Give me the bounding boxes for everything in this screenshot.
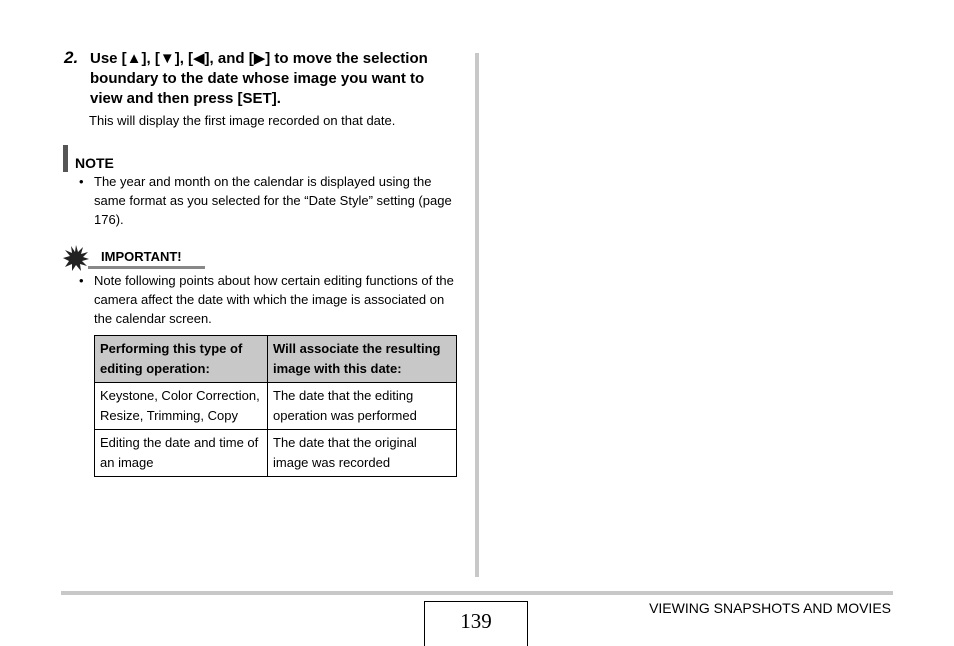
table-cell: Keystone, Color Correction, Resize, Trimming, Copy — [95, 383, 268, 430]
table-cell: The date that the original image was recorded — [268, 430, 457, 477]
step-instruction: Use [▲], [▼], [◀], and [▶] to move the selection boundary to the date whose image you want to view and then press [SET]. — [90, 50, 428, 107]
step-description: This will display the first image recorded on that date. — [89, 113, 396, 128]
note-title: NOTE — [75, 155, 114, 171]
step-number: 2. — [64, 48, 79, 67]
footer-rule — [61, 591, 893, 595]
important-title: IMPORTANT! — [101, 249, 182, 264]
section-title: VIEWING SNAPSHOTS AND MOVIES — [649, 600, 891, 616]
note-list — [78, 172, 458, 229]
table-cell: Editing the date and time of an image — [95, 430, 268, 477]
table-row — [95, 383, 457, 430]
table-header-cell: Will associate the resulting image with this date: — [268, 336, 457, 383]
table-cell: The date that the editing operation was performed — [268, 383, 457, 430]
important-list — [78, 271, 458, 328]
page-number: 139 — [424, 601, 528, 646]
note-item: • The year and month on the calendar is displayed using the same format as you selected for the “Date Style” setting (page 176). — [78, 172, 458, 229]
important-burst-icon — [63, 245, 89, 271]
editing-date-table — [94, 335, 457, 477]
table-row — [95, 430, 457, 477]
important-item: • Note following points about how certain editing functions of the camera affect the date with which the image is associated on the calendar screen. — [78, 271, 458, 328]
important-underline — [88, 266, 205, 269]
table-header-cell: Performing this type of editing operation: — [95, 336, 268, 383]
note-bar — [63, 145, 68, 172]
table-header-row — [95, 336, 457, 383]
column-divider — [475, 53, 479, 577]
